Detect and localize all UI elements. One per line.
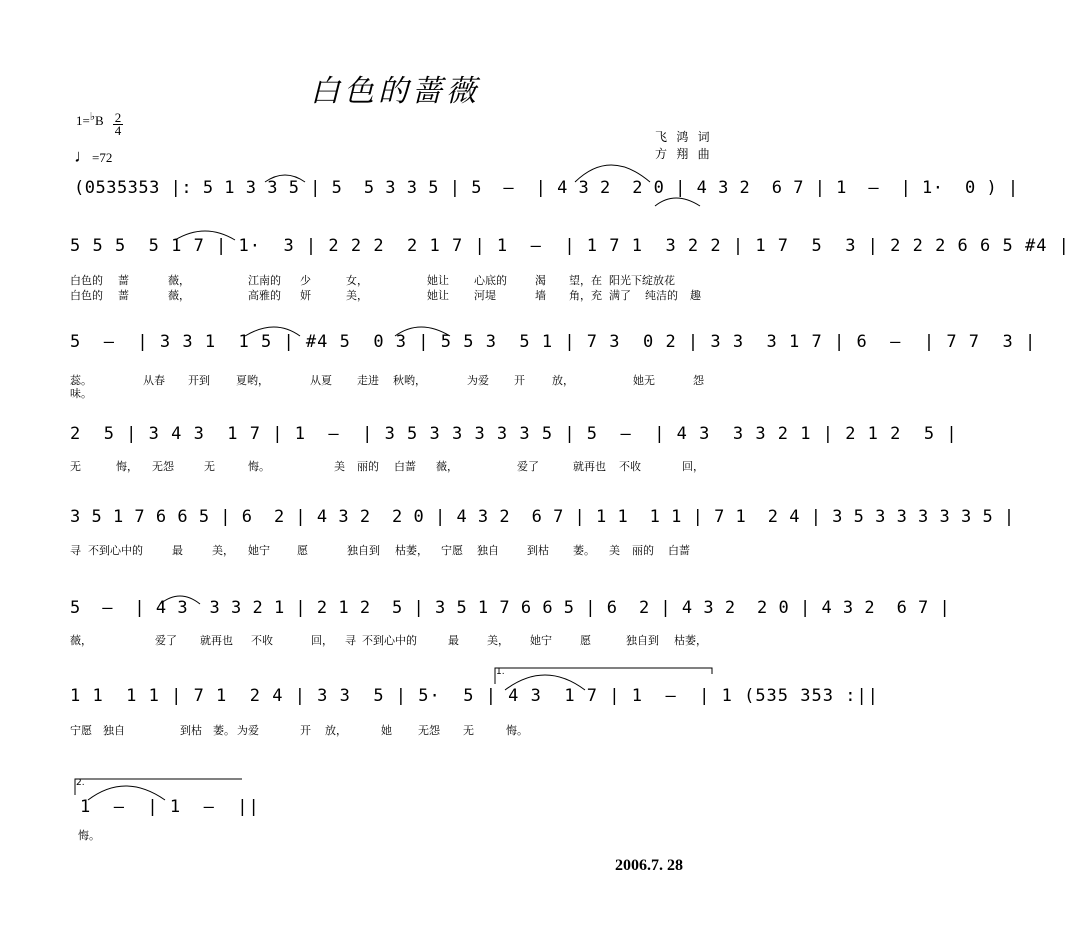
lyric: 薇，	[168, 274, 190, 287]
lyric: 白蔷	[668, 544, 690, 557]
lyric: 走进	[357, 374, 379, 387]
lyric: 萎。	[213, 724, 235, 737]
lyric: 高雅的	[248, 289, 281, 302]
lyric: 不到心中的	[88, 544, 143, 557]
tie-arc	[160, 596, 200, 604]
lyric: 夏哟，	[236, 374, 269, 387]
lyric: 悔。	[248, 460, 270, 473]
notation-text: 3 5 1 7 6 6 5 | 6 2 | 4 3 2 2 0 | 4 3 2 6 7 | 1 1 1 1 | 7 1 2 4 | 3 5 3 3 3 3 3 5 |	[70, 507, 1015, 527]
lyric: 无怨	[418, 724, 440, 737]
lyric: 回，	[682, 460, 704, 473]
notation-text: 2 5 | 3 4 3 1 7 | 1 – | 3 5 3 3 3 3 3 5 | 5 – | 4 3 3 3 2 1 | 2 1 2 5 |	[70, 424, 958, 444]
key-letter: B	[95, 113, 104, 128]
tempo-value: =72	[92, 150, 113, 165]
lyric: 薇，	[70, 634, 92, 647]
notation-text: 1 – | 1 – ||	[80, 797, 260, 817]
lyric: 她让	[427, 289, 449, 302]
lyric: 美，	[346, 289, 368, 302]
lyric: 愿	[580, 634, 591, 647]
lyric: 回，	[311, 634, 333, 647]
lyric: 开	[300, 724, 311, 737]
lyricist-credit: 飞 鸿 词	[655, 130, 713, 144]
lyric: 妍	[300, 289, 311, 302]
notation-text: (0535353 |: 5 1 3 3 5 | 5 5 3 3 5 | 5 – | 4 3 2 2 0 | 4 3 2 6 7 | 1 – | 1· 0 ) |	[74, 178, 1019, 198]
lyric: 宁愿	[70, 724, 92, 737]
lyric: 她宁	[248, 544, 270, 557]
notation-text: 5 – | 3 3 1 1 5 | #4 5 0 3 | 5 5 3 5 1 | 7 3 0 2 | 3 3 3 1 7 | 6 – | 7 7 3 |	[70, 332, 1037, 352]
lyric: 就再也	[200, 634, 233, 647]
composer-credit: 方 翔 曲	[655, 147, 713, 161]
lyric: 最	[448, 634, 459, 647]
lyric: 心底的	[474, 274, 507, 287]
volta-1-label: 1.	[496, 667, 505, 677]
lyric: 爱了	[155, 634, 177, 647]
lyric: 她	[381, 724, 392, 737]
lyric: 为爱	[237, 724, 259, 737]
lyric: 蔷	[118, 274, 129, 287]
lyric: 从夏	[310, 374, 332, 387]
volta-bracket-1	[495, 668, 712, 684]
lyric: 女，	[346, 274, 368, 287]
lyric: 悔。	[78, 829, 100, 842]
tie-arc	[265, 175, 305, 182]
lyric: 开	[514, 374, 525, 387]
lyric: 满了	[609, 289, 631, 302]
tie-arc	[88, 786, 165, 800]
volta-2-label: 2.	[76, 778, 85, 788]
lyric: 枯萎，	[395, 544, 428, 557]
song-title: 白色的蔷薇	[310, 74, 480, 109]
lyric: 怨	[693, 374, 704, 387]
lyric: 悔，	[116, 460, 138, 473]
tie-arc	[505, 675, 585, 690]
lyric: 秋哟，	[393, 374, 426, 387]
notation-text: 1 1 1 1 | 7 1 2 4 | 3 3 5 | 5· 5 | 4 3 1 7 | 1 – | 1 (535 353 :||	[70, 686, 879, 706]
lyric: 美，	[487, 634, 509, 647]
lyric: 白色的	[70, 274, 103, 287]
lyric: 无	[463, 724, 474, 737]
lyric: 蕊。	[70, 374, 92, 387]
lyric: 纯洁的	[645, 289, 678, 302]
quarter-note-icon: ♩	[74, 146, 92, 166]
tie-arc	[245, 327, 300, 336]
lyric: 渴	[535, 274, 546, 287]
lyric: 到枯	[180, 724, 202, 737]
lyric: 无	[70, 460, 81, 473]
date-stamp: 2006.7. 28	[615, 857, 683, 874]
lyric: 独自	[477, 544, 499, 557]
lyric: 薇，	[436, 460, 458, 473]
tie-arc	[395, 327, 450, 336]
lyric: 白色的	[70, 289, 103, 302]
lyric: 寻	[345, 634, 356, 647]
lyric: 悔。	[506, 724, 528, 737]
lyric: 美，	[212, 544, 234, 557]
lyric: 独自到	[626, 634, 659, 647]
lyric: 味。	[70, 387, 92, 400]
lyric: 她无	[633, 374, 655, 387]
lyric: 从春	[143, 374, 165, 387]
lyric: 丽的	[632, 544, 654, 557]
lyric: 寻	[70, 544, 81, 557]
notation-text: 5 5 5 5 1 7 | 1· 3 | 2 2 2 2 1 7 | 1 – | 1 7 1 3 2 2 | 1 7 5 3 | 2 2 2 6 6 5 #4 |	[70, 236, 1070, 256]
time-beat-unit: 4	[114, 123, 122, 138]
key-prefix: 1=	[76, 113, 90, 128]
lyric: 美	[609, 544, 620, 557]
lyric: 不收	[251, 634, 273, 647]
lyric: 丽的	[357, 460, 379, 473]
lyric: 望，在	[569, 274, 602, 287]
lyric: 趣	[690, 289, 701, 302]
lyric: 角，充	[569, 289, 602, 302]
lyric: 蔷	[118, 289, 129, 302]
lyric: 她让	[427, 274, 449, 287]
lyric: 为爱	[467, 374, 489, 387]
lyric: 薇，	[168, 289, 190, 302]
lyric: 萎。	[573, 544, 595, 557]
notation-text: 5 – | 4 3 3 3 2 1 | 2 1 2 5 | 3 5 1 7 6 6 5 | 6 2 | 4 3 2 2 0 | 4 3 2 6 7 |	[70, 598, 951, 618]
lyric: 独自到	[347, 544, 380, 557]
lyric: 她宁	[530, 634, 552, 647]
lyric: 最	[172, 544, 183, 557]
lyric: 墙	[535, 289, 546, 302]
lyric: 宁愿	[441, 544, 463, 557]
lyric: 阳光下绽放花	[609, 274, 675, 287]
lyric: 独自	[103, 724, 125, 737]
lyric: 不到心中的	[362, 634, 417, 647]
lyric: 不收	[619, 460, 641, 473]
lyric: 到枯	[527, 544, 549, 557]
tie-arc	[655, 198, 700, 206]
lyric: 就再也	[573, 460, 606, 473]
lyric: 美	[334, 460, 345, 473]
lyric: 开到	[188, 374, 210, 387]
lyric: 爱了	[517, 460, 539, 473]
lyric: 愿	[297, 544, 308, 557]
lyric: 无	[204, 460, 215, 473]
lyric: 放，	[552, 374, 574, 387]
time-beats: 2	[114, 110, 122, 125]
lyric: 枯萎，	[674, 634, 707, 647]
lyric: 河堤	[474, 289, 496, 302]
tie-arc	[175, 231, 235, 240]
lyric: 无怨	[152, 460, 174, 473]
lyric: 放，	[325, 724, 347, 737]
key-flat: ♭	[89, 111, 96, 123]
lyric: 白蔷	[394, 460, 416, 473]
lyric: 少	[300, 274, 311, 287]
lyric: 江南的	[248, 274, 281, 287]
tie-arc	[575, 165, 650, 182]
